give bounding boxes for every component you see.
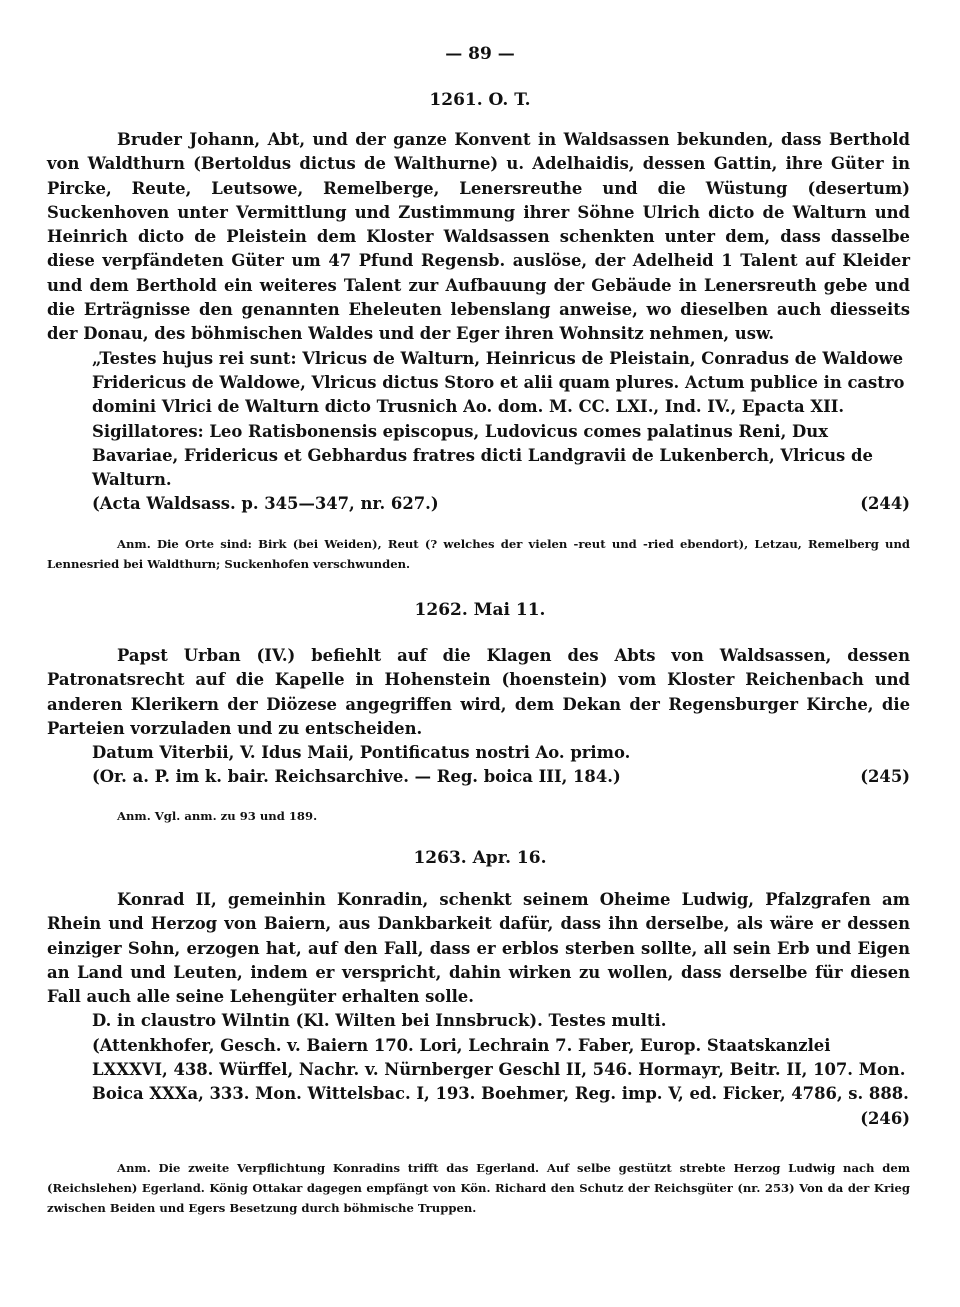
- note-text: Die Orte sind: Birk (bei Weiden), Reut (? welches der vielen -reut und -ried ebendort), Letzau, Remelberg und Lennesried bei Waldthurn; Suckenhofen verschwunden.: [47, 537, 910, 571]
- entry-note: [47, 1158, 910, 1218]
- entry-text: Konrad II, gemeinhin Konradin, schenkt seinem Oheime Ludwig, Pfalzgrafen am Rhein und Herzog von Baiern, aus Dankbarkeit dafür, dass ihn derselbe, als wäre er dessen einziger Sohn, erzogen hat, auf den Fall, dass er erblos sterben sollte, all sein Erb und Eigen an Land und Leuten, indem er verspricht, dahin wirken zu wollen, dass derselbe für diesen Fall auch alle seine Lehengüter erhalten solle.: [47, 890, 910, 1007]
- entry-source-line: [47, 765, 910, 789]
- entry-number: (245): [860, 767, 910, 787]
- entry-block: [47, 644, 910, 790]
- entry-heading: 1263. Apr. 16.: [413, 848, 547, 868]
- note-label: Anm.: [117, 537, 151, 551]
- entry-source-line: [47, 1107, 910, 1131]
- note-label: Anm.: [117, 809, 151, 823]
- page-number: — 89 —: [445, 44, 515, 64]
- entry-note: [47, 534, 910, 574]
- entry-text: Bruder Johann, Abt, und der ganze Konvent in Waldsassen bekunden, dass Berthold von Waldthurn (Bertoldus dictus de Walthurne) u. Adelhaidis, dessen Gattin, ihre Güter in Pircke, Reute, Leutsowe, Remelberge, Lenersreuthe und die Wüstung (desertum) Suckenhoven unter Vermittlung und Zustimmung ihrer Söhne Ulrich dicto de Walturn und Heinrich dicto de Pleistein dem Kloster Waldsassen schenkten unter dem, dass dasselbe diese verpfändeten Güter um 47 Pfund Regensb. auslöse, der Adelheid 1 Talent auf Kleider und dem Berthold ein weiteres Talent zur Aufbauung der Gebäude in Lenersreuth gebe und die Erträgnisse den genannten Eheleuten lebenslang anweise, wo dieselben auch diesseits der Donau, des böhmischen Waldes und der Eger ihren Wohnsitz nehmen, usw.: [47, 130, 910, 344]
- entry-text: Papst Urban (IV.) befiehlt auf die Klagen des Abts von Waldsassen, dessen Patronatsrecht auf die Kapelle in Hohenstein (hoenstein) vom Kloster Reichenbach und anderen Klerikern der Diözese angegriffen wird, dem Dekan der Regensburger Kirche, die Parteien vorzuladen und zu entscheiden.: [47, 646, 910, 738]
- entry-literature: (Attenkhofer, Gesch. v. Baiern 170. Lori, Lechrain 7. Faber, Europ. Staatskanzlei LXXXVI, 438. Würffel, Nachr. v. Nürnberger Geschl II, 546. Hormayr, Beitr. II, 107. Mon. Boica XXXa, 333. Mon. Wittelsbac. I, 193. Boehmer, Reg. imp. V, ed. Ficker, 4786, s. 888.: [92, 1035, 909, 1104]
- note-text: Vgl. anm. zu 93 und 189.: [154, 809, 318, 823]
- entry-datum: D. in claustro Wilntin (Kl. Wilten bei Innsbruck). Testes multi.: [92, 1011, 667, 1031]
- entry-source: (Acta Waldsass. p. 345—347, nr. 627.): [92, 494, 439, 514]
- entry-source-line: [47, 492, 910, 516]
- entry-number: (244): [860, 494, 910, 514]
- entry-heading: 1262. Mai 11.: [414, 600, 546, 620]
- note-label: Anm.: [117, 1161, 151, 1175]
- entry-note: [47, 806, 910, 826]
- entry-datum: Datum Viterbii, V. Idus Maii, Pontificatus nostri Ao. primo.: [92, 743, 631, 763]
- entry-block: [47, 888, 910, 1131]
- entry-source: (Or. a. P. im k. bair. Reichsarchive. — Reg. boica III, 184.): [92, 767, 621, 787]
- entry-block: [47, 128, 910, 517]
- entry-testes: „Testes hujus rei sunt: Vlricus de Walturn, Heinricus de Pleistain, Conradus de Waldowe Fridericus de Waldowe, Vlricus dictus Storo et alii quam plures. Actum publice in castro domini Vlrici de Walturn dicto Trusnich Ao. dom. M. CC. LXI., Ind. IV., Epacta XII. Sigillatores: Leo Ratisbonensis episcopus, Ludovicus comes palatinus Reni, Dux Bavariae, Fridericus et Gebhardus fratres dicti Landgravii de Lukenberch, Vlricus de Walturn.: [92, 348, 905, 490]
- entry-heading: 1261. O. T.: [429, 90, 531, 110]
- note-text: Die zweite Verpflichtung Konradins trifft das Egerland. Auf selbe gestützt strebte Herzog Ludwig nach dem (Reichslehen) Egerland. König Ottakar dagegen empfängt von Kön. Richard den Schutz der Reichsgüter (nr. 253) Von da der Krieg zwischen Beiden und Egers Besetzung durch böhmische Truppen.: [47, 1161, 910, 1215]
- entry-number: (246): [860, 1108, 910, 1128]
